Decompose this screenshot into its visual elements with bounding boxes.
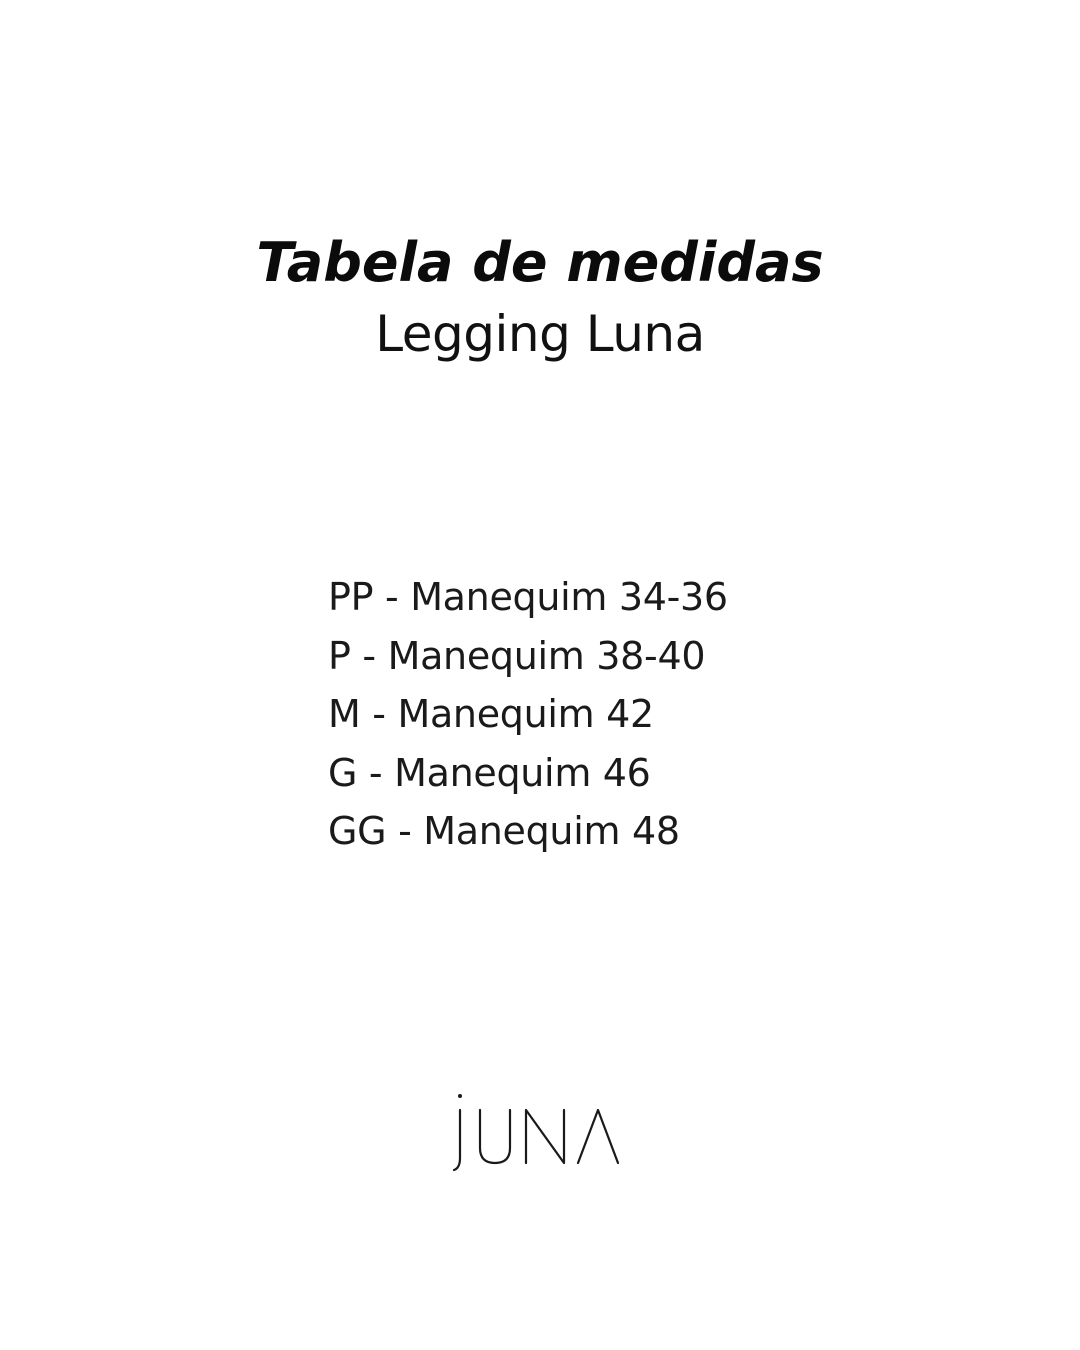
logo-letter-a bbox=[578, 1110, 618, 1163]
size-item-g: G - Manequim 46 bbox=[328, 750, 651, 795]
logo-letter-u bbox=[480, 1110, 510, 1163]
size-list bbox=[328, 568, 728, 861]
size-item-m: M - Manequim 42 bbox=[328, 692, 654, 736]
page-title: Tabela de medidas bbox=[256, 231, 824, 294]
logo-letter-n bbox=[526, 1110, 564, 1163]
size-item-p: P - Manequim 38-40 bbox=[328, 633, 706, 678]
logo-j-dot bbox=[458, 1094, 462, 1098]
brand-logo bbox=[440, 1088, 640, 1178]
logo-letter-j bbox=[454, 1110, 460, 1170]
size-item-gg: GG - Manequim 48 bbox=[328, 809, 680, 853]
size-item-pp: PP - Manequim 34-36 bbox=[328, 575, 728, 619]
product-subtitle: Legging Luna bbox=[375, 305, 705, 363]
